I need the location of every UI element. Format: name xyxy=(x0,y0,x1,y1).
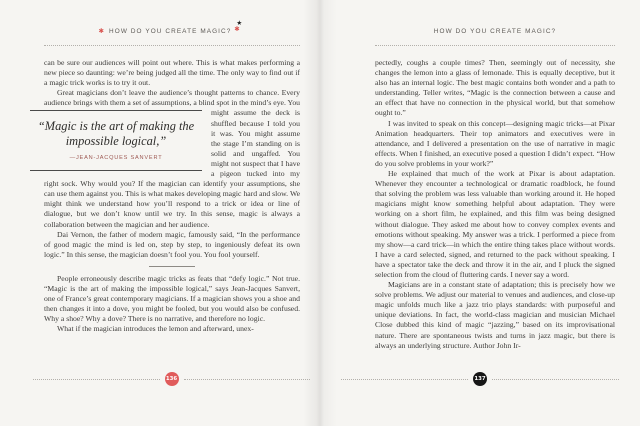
paragraph: can be sure our audiences will point out where. This is what makes performing a new piece so daunting: we’re being judged all the time. The only way to find out if a magic trick works is to try it out. xyxy=(44,58,300,88)
red-asterisk-icon: ✱ xyxy=(98,27,105,36)
right-page-footer xyxy=(341,372,619,386)
pull-quote-attribution: —JEAN-JACQUES SANVERT xyxy=(69,155,163,162)
right-running-header xyxy=(375,22,615,46)
pull-quote-text: “Magic is the art of making the impossible logical,” xyxy=(37,119,195,149)
paragraph xyxy=(37,88,301,229)
right-page-number: 137 xyxy=(473,372,487,386)
left-page-body xyxy=(37,58,301,334)
right-page-body xyxy=(375,58,615,351)
section-break-rule xyxy=(149,266,195,267)
header-star-cluster xyxy=(233,19,245,36)
footer-dotted-rule xyxy=(492,379,619,380)
footer-dotted-rule xyxy=(341,379,468,380)
paragraph: He explained that much of the work at Pixar is about adaptation. Whenever they encounter a technological or dramatic roadblock, he found that solving the problem was less valuable than working around it. He hoped magicians might know something helpful about adaptation. They were working on a short film, he explained, and this film was being designed without dialogue. They asked me about how to convey complex events and emotions without speaking. My answer was a trick. I performed a piece from my show—a card trick—in which the entire thing takes place without words. I have a card selected, signed, and returned to the pack without speaking. I have a spectator take the deck and throw it in the air, and I pluck the signed selection from the cloud of fluttering cards. I never say a word. xyxy=(375,169,615,279)
pull-quote xyxy=(30,110,202,170)
paragraph: Magicians are in a constant state of adaptation; this is precisely how we solve problems. We adjust our material to venues and audiences, and close-up magic unfolds much like a jazz trio plays standards: with purposeful and unique deviations. In fact, the world-class magician and musician Michael Close dubbed this kind of magic “jazzing,” based on its improvisational nature. There are spontaneous twists and turns in jazz magic, but there is always an underlying structure. Author John Ir- xyxy=(375,280,615,350)
page-gutter-shadow xyxy=(303,0,337,426)
red-asterisk-icon: ✱ xyxy=(234,25,240,34)
left-page xyxy=(37,19,301,334)
right-page xyxy=(375,22,615,351)
paragraph: pectedly, coughs a couple times? Then, seemingly out of necessity, she changes the lemon into a glass of lemonade. This is equally deceptive, but it also has an internal logic. The best magic contains both wonder and a path to understanding. Teller writes, “Magic is the connection between a cause and an effect that have no connection in the physical world, but that somehow ought to.” xyxy=(375,58,615,118)
paragraph: I was invited to speak on this concept—designing magic tricks—at Pixar Animation headquarters. Their top animators and executives were in attendance, and I delivered a presentation on the use of narrative in magic effects. When I finished, an executive posed a question I didn’t expect. “How do you solve problems in your work?” xyxy=(375,118,615,168)
left-running-header xyxy=(44,19,300,46)
black-star-icon: ★ xyxy=(236,19,243,28)
left-running-header-title: HOW DO YOU CREATE MAGIC? xyxy=(109,27,232,35)
left-page-number: 136 xyxy=(165,372,179,386)
paragraph: What if the magician introduces the lemon and afterward, unex- xyxy=(57,324,254,334)
footer-dotted-rule xyxy=(33,379,160,380)
left-page-footer xyxy=(33,372,310,386)
footer-dotted-rule xyxy=(184,379,311,380)
paragraph: Dai Vernon, the father of modern magic, famously said, “In the performance of good magic the mind is led on, step by step, to ingeniously defeat its own logic.” In this sense, the magician doesn’t fool you. You fool yourself. xyxy=(44,229,300,259)
right-running-header-title: HOW DO YOU CREATE MAGIC? xyxy=(433,27,557,35)
paragraph: People erroneously describe magic tricks as feats that “defy logic.” Not true. “Magic is the art of making the impossible logical,” says Jean-Jacques Sanvert, one of France’s great contemporary magicians. If a magician shows you a shoe and then changes it into a dove, you might be fooled, but you would also be confused. Why a shoe? Why a dove? There is no narrative, and therefore no logic. xyxy=(44,273,300,324)
paragraph-text: Great magicians don’t leave the audience’s thought patterns to chance. Every audience brings with them a set of assumptions, a blind xyxy=(44,88,300,108)
paragraph-text: spot in the mind’s eye. You might assume the deck is shuffled because I told you it was. You might assume the stage I’m standing on is solid and ungaffed. You might not suspect that I have a pigeon tucked into my right sock. Why would you? If the magician can identify your assumptions, she can use them against you. This is what makes developing magic hard and slow. We might think we understand how you’ll respond to a trick or idea or line of dialogue, but we don’t know until we try. In this sense, magic is always a collaboration between the magician and her audience. xyxy=(44,98,301,229)
